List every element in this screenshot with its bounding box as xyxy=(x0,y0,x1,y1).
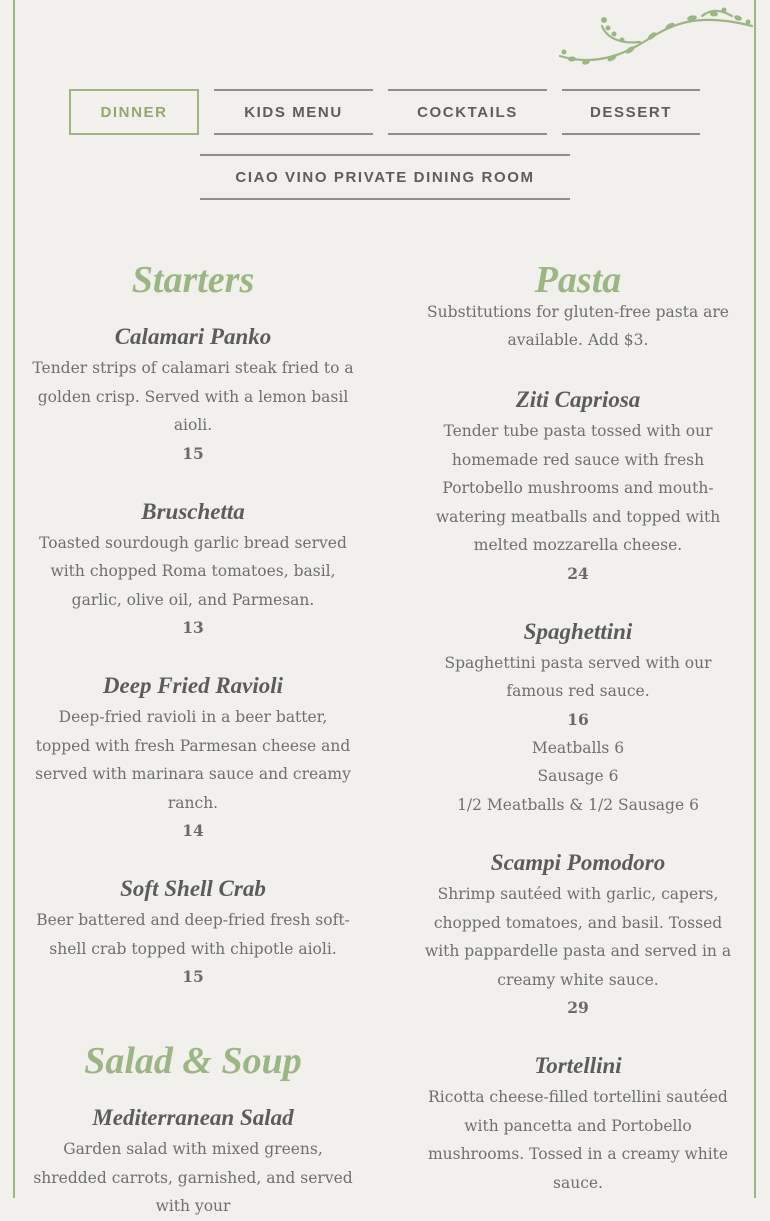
menu-item-addon: Sausage 6 xyxy=(537,767,619,785)
menu-item xyxy=(32,1101,354,1221)
menu-item-description: Beer battered and deep-fried fresh soft-shell crab topped with chipotle aioli. xyxy=(36,911,350,958)
menu-item-addon: Meatballs 6 xyxy=(531,738,625,757)
menu-item-name: Mediterranean Salad xyxy=(92,1105,294,1130)
menu-item-name: Spaghettini xyxy=(523,618,633,644)
menu-item-name: Soft Shell Crab xyxy=(120,876,266,901)
menu-item-addon: 1/2 Meatballs & 1/2 Sausage 6 xyxy=(457,795,699,814)
menu-item xyxy=(420,615,736,820)
menu-item-price: 15 xyxy=(182,443,204,463)
menu-item-price: 24 xyxy=(567,563,589,583)
menu-item-name: Tortellini xyxy=(534,1053,622,1078)
tab-cocktails[interactable]: COCKTAILS xyxy=(388,89,547,135)
menu-item-name: Calamari Panko xyxy=(114,324,272,349)
menu-item-description: Deep-fried ravioli in a beer batter, topped with fresh Parmesan cheese and served with marinara sauce and creamy ranch. xyxy=(35,708,351,812)
tab-dessert[interactable]: DESSERT xyxy=(562,89,700,135)
menu-item xyxy=(420,846,736,1022)
menu-item-description: Spaghettini pasta served with our famous red sauce. xyxy=(444,653,712,700)
menu-item-name: Bruschetta xyxy=(141,498,245,524)
menu-item-description: Toasted sourdough garlic bread served with chopped Roma tomatoes, basil, garlic, olive oil, and Parmesan. xyxy=(39,533,347,609)
tab-kids-menu[interactable]: KIDS MENU xyxy=(214,89,373,135)
menu-item-price: 14 xyxy=(182,821,204,840)
section-title-starters: Starters xyxy=(131,259,255,301)
tab-private-dining-room[interactable]: CIAO VINO PRIVATE DINING ROOM xyxy=(200,154,570,200)
menu-item-price: 16 xyxy=(567,709,589,729)
tab-dinner[interactable]: DINNER xyxy=(69,89,199,135)
vine-ornament-icon xyxy=(552,4,757,72)
menu-item-description: Ricotta cheese-filled tortellini sautéed with pancetta and Portobello mushrooms. Tossed in a creamy white sauce. xyxy=(427,1088,729,1192)
menu-item-price: 29 xyxy=(567,998,589,1017)
menu-item xyxy=(420,1049,736,1197)
menu-item-name: Scampi Pomodoro xyxy=(490,850,666,875)
menu-item-price: 13 xyxy=(182,618,204,637)
menu-item xyxy=(32,669,354,845)
menu-item xyxy=(32,495,354,643)
menu-item-description: Tender strips of calamari steak fried to a golden crisp. Served with a lemon basil aioli. xyxy=(32,359,354,434)
right-column xyxy=(420,250,736,1197)
menu-item xyxy=(32,320,354,468)
menu-item-description: Tender tube pasta tossed with our homemade red sauce with fresh Portobello mushrooms and mouth-watering meatballs and topped with melted mozzarella cheese. xyxy=(435,422,721,554)
menu-item-description: Garden salad with mixed greens, shredded carrots, garnished, and served with your xyxy=(33,1140,353,1215)
menu-item-price: 15 xyxy=(182,967,204,986)
menu-item xyxy=(420,383,736,588)
section-title-salad-soup: Salad & Soup xyxy=(84,1040,302,1082)
left-column xyxy=(32,250,354,1221)
menu-item xyxy=(32,872,354,991)
menu-item-description: Shrimp sautéed with garlic, capers, chopped tomatoes, and basil. Tossed with pappardelle pasta and served in a creamy white sauce. xyxy=(424,885,732,989)
pasta-note: Substitutions for gluten-free pasta are available. Add $3. xyxy=(427,303,729,349)
menu-item-name: Ziti Capriosa xyxy=(515,387,641,412)
section-title-pasta: Pasta xyxy=(534,259,622,301)
menu-item-name: Deep Fried Ravioli xyxy=(102,673,284,698)
